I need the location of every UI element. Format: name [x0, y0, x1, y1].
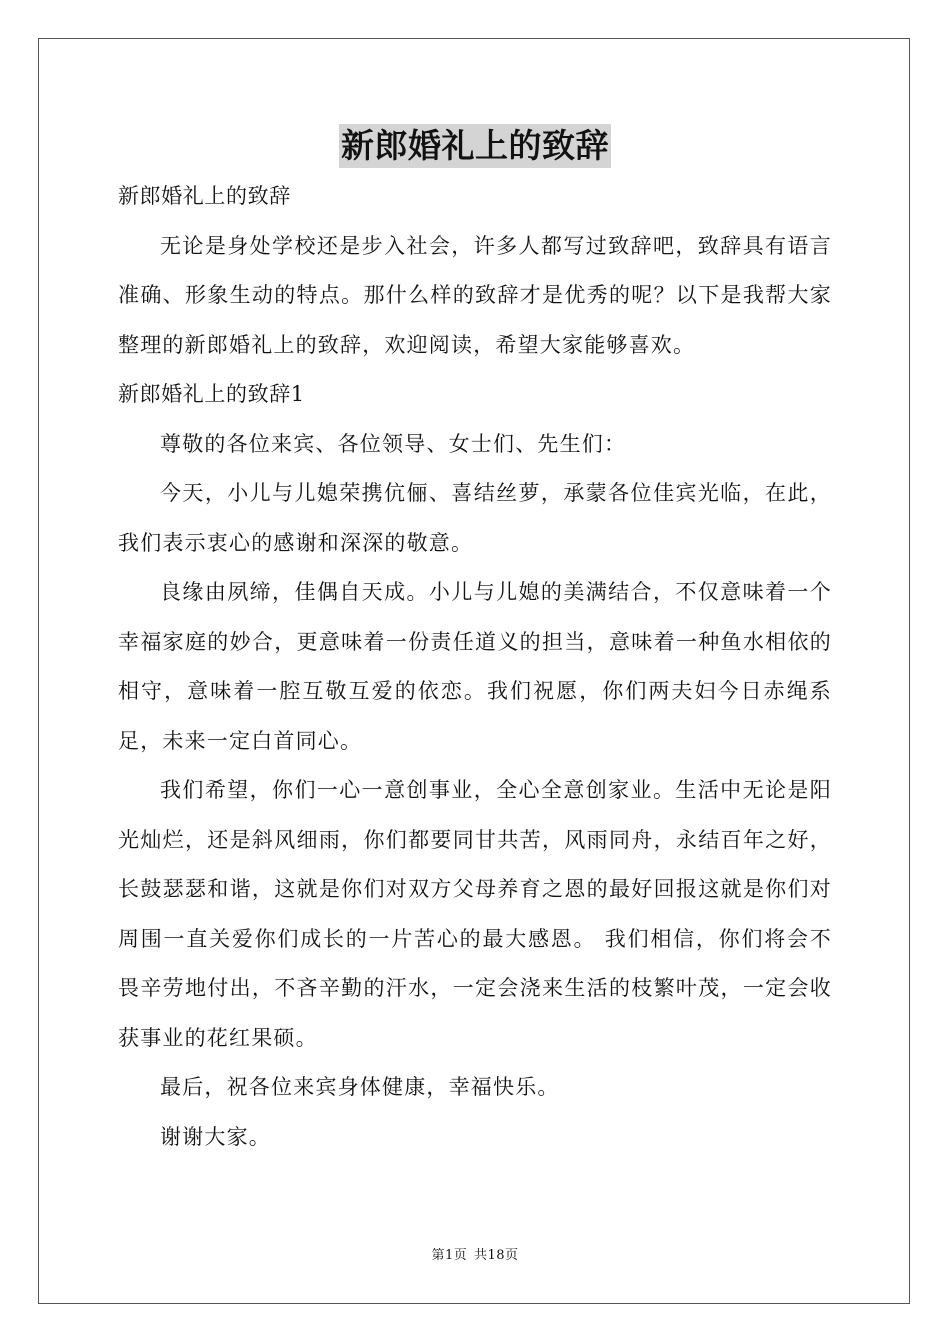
section-heading: 新郎婚礼上的致辞1	[118, 382, 305, 406]
body-paragraph: 最后，祝各位来宾身体健康，幸福快乐。	[160, 1075, 560, 1099]
section-heading: 新郎婚礼上的致辞	[118, 184, 291, 208]
page-number: 第1页	[431, 1248, 468, 1263]
title-container	[0, 124, 950, 168]
document-title: 新郎婚礼上的致辞	[339, 124, 611, 168]
body-paragraph: 良缘由夙缔，佳偶自天成。小儿与儿媳的美满结合，不仅意味着一个幸福家庭的妙合，更意味着一份责任道义的担当，意味着一种鱼水相依的相守，意味着一腔互敬互爱的依恋。我们祝愿，你们两夫妇今日赤绳系足，未来一定白首同心。	[118, 580, 832, 753]
page-total: 共18页	[473, 1248, 519, 1263]
page-footer	[0, 1244, 950, 1263]
body-paragraph: 今天，小儿与儿媳荣携伉俪、喜结丝萝，承蒙各位佳宾光临，在此，我们表示衷心的感谢和深深的敬意。	[118, 481, 832, 555]
body-paragraph: 我们希望，你们一心一意创事业，全心全意创家业。生活中无论是阳光灿烂，还是斜风细雨，你们都要同甘共苦，风雨同舟，永结百年之好，长鼓瑟瑟和谐，这就是你们对双方父母养育之恩的最好回报这就是你们对周围一直关爱你们成长的一片苦心的最大感恩。 我们相信，你们将会不畏辛劳地付出，不吝辛勤的汗水，一定会浇来生活的枝繁叶茂，一定会收获事业的花红果硕。	[118, 778, 832, 1050]
body-paragraph: 谢谢大家。	[160, 1124, 271, 1149]
body-paragraph: 无论是身处学校还是步入社会，许多人都写过致辞吧，致辞具有语言准确、形象生动的特点。那什么样的致辞才是优秀的呢？以下是我帮大家整理的新郎婚礼上的致辞，欢迎阅读，希望大家能够喜欢。	[118, 233, 832, 357]
body-paragraph: 尊敬的各位来宾、各位领导、女士们、先生们：	[160, 431, 627, 456]
document-body	[118, 172, 832, 1162]
